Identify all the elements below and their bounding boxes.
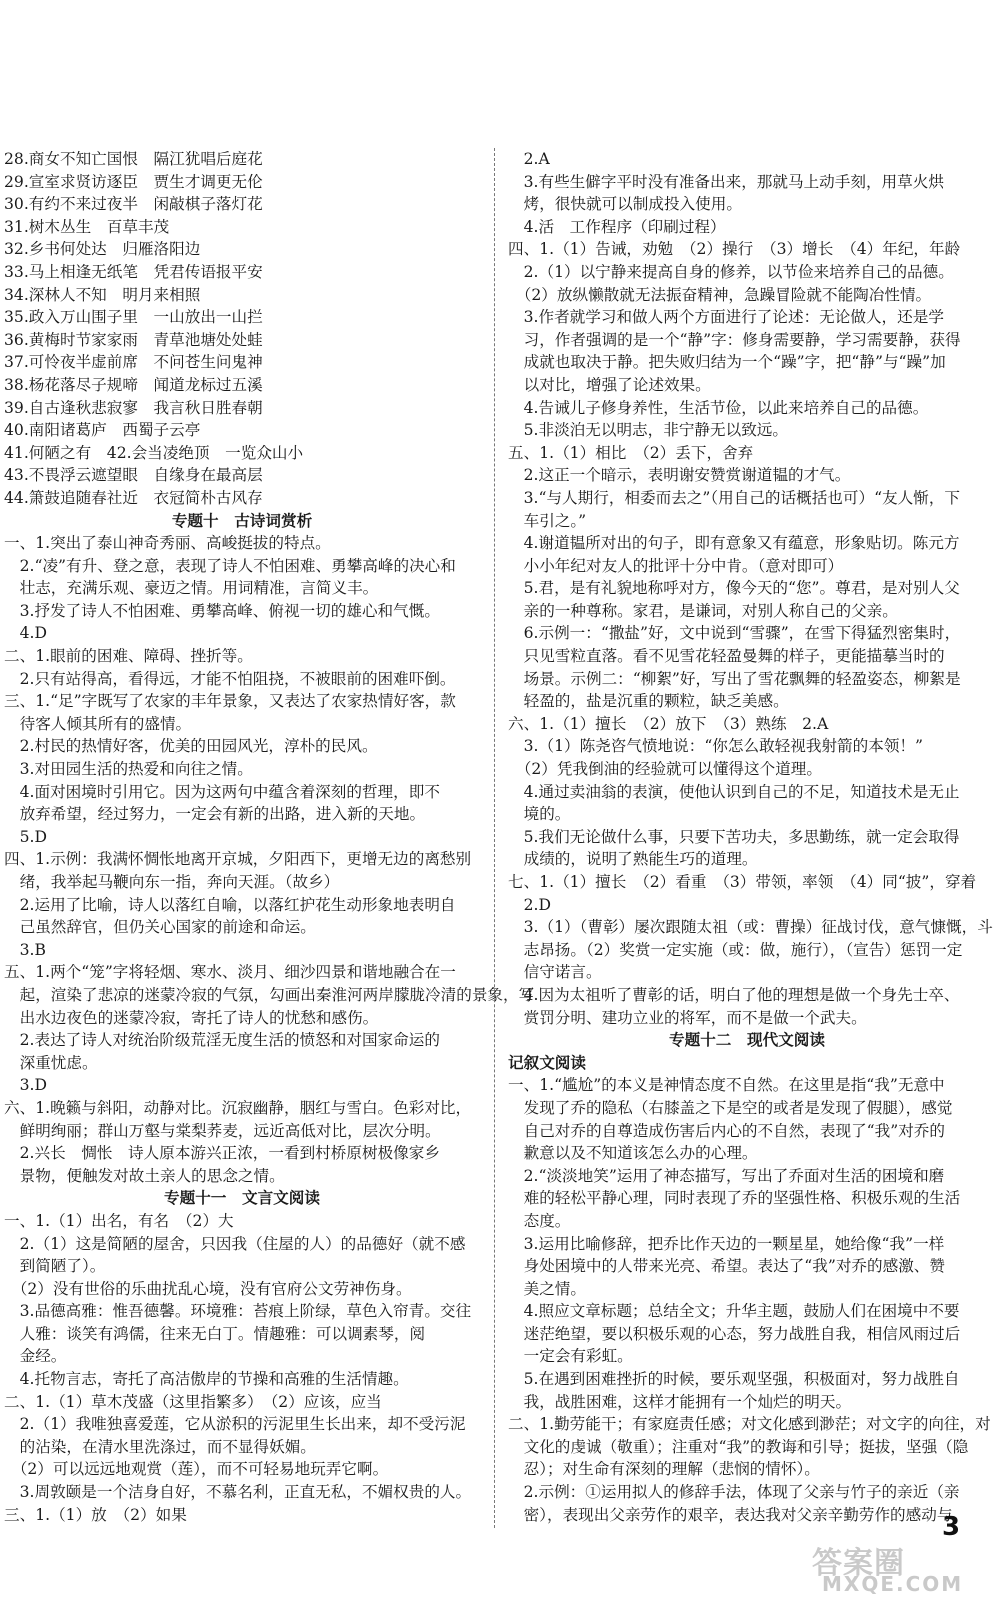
answer-line: （2）可以远远地观赏（莲），而不可轻易地玩弄它啊。 bbox=[4, 1460, 389, 1479]
answer-line: 车引之。” bbox=[508, 511, 587, 530]
answer-line: 4.活 工作程序（印刷过程） bbox=[508, 217, 726, 236]
answer-line: 2.（1）我唯独喜爱莲，它从淤积的污泥里生长出来，却不受污泥 bbox=[4, 1415, 466, 1434]
answer-line: 绪，我举起马鞭向东一指，奔向天涯。（故乡） bbox=[4, 873, 340, 891]
answer-line: 4.通过卖油翁的表演，使他认识到自己的不足，知道技术是无止 bbox=[508, 782, 960, 801]
answer-line: 32.乡书何处达 归雁洛阳边 bbox=[4, 240, 201, 259]
section-heading: 专题十 古诗词赏析 bbox=[171, 511, 313, 530]
answer-line: 3.对田园生活的热爱和向往之情。 bbox=[4, 760, 253, 779]
answer-line: 41.何陋之有 42.会当凌绝顶 一览众山小 bbox=[4, 443, 304, 462]
answer-line: （2）凭我倒油的经验就可以懂得这个道理。 bbox=[508, 760, 822, 779]
answer-line: 30.有约不来过夜半 闲敲棋子落灯花 bbox=[4, 195, 263, 214]
answer-line: 2.运用了比喻，诗人以落红自喻，以落红护花生动形象地表明自 bbox=[4, 895, 456, 914]
answer-line: 三、1.（1）放 （2）如果 bbox=[4, 1505, 187, 1524]
answer-line: 四、1.（1）告诫，劝勉 （2）操行 （3）增长 （4）年纪，年龄 bbox=[508, 240, 961, 259]
answer-line: 以对比，增强了论述效果。 bbox=[508, 375, 711, 394]
answer-line: 一定会有彩虹。 bbox=[508, 1347, 633, 1366]
answer-line: 自己对乔的自尊造成伤害后内心的不自然，表现了“我”对乔的 bbox=[508, 1121, 945, 1140]
answer-line: 鲜明绚丽；群山万壑与棠梨荞麦，远近高低对比，层次分明。 bbox=[4, 1121, 441, 1140]
answer-line: 2.A bbox=[508, 150, 550, 168]
answer-line: 3.D bbox=[4, 1076, 47, 1095]
answer-line: 己虽然辞官，但仍关心国家的前途和命运。 bbox=[4, 918, 316, 937]
right-column bbox=[508, 148, 993, 1526]
section-heading: 专题十一 文言文阅读 bbox=[164, 1189, 320, 1208]
answer-line: 5.我们无论做什么事，只要下苦功夫，多思勤练，就一定会取得 bbox=[508, 827, 960, 846]
answer-line: 2.D bbox=[508, 895, 551, 914]
answer-line: 三、1.“足”字既写了农家的丰年景象，又表达了农家热情好客，款 bbox=[4, 692, 456, 711]
answer-line: 待客人倾其所有的盛情。 bbox=[4, 714, 192, 733]
answer-line: 发现了乔的隐私（右膝盖之下是空的或者是发现了假腿），感觉 bbox=[508, 1098, 953, 1117]
answer-line: 文化的虔诚（敬重）；注重对“我”的教诲和引导；挺拔，坚强（隐 bbox=[508, 1437, 969, 1456]
answer-line: 深重忧虑。 bbox=[4, 1053, 98, 1072]
answer-line: 3.抒发了诗人不怕困难、勇攀高峰、俯视一切的雄心和气慨。 bbox=[4, 601, 440, 620]
answer-line: 一、1.“尴尬”的本义是神情态度不自然。在这里是指“我”无意中 bbox=[508, 1076, 945, 1095]
answer-line: 3.有些生僻字平时没有准备出来，那就马上动手刻，用草火烘 bbox=[508, 172, 944, 191]
answer-line: 2.表达了诗人对统治阶级荒淫无度生活的愤怒和对国家命运的 bbox=[4, 1031, 440, 1050]
answer-line: 40.南阳诸葛庐 西蜀子云亭 bbox=[4, 421, 201, 440]
answer-line: （2）没有世俗的乐曲扰乱心境，没有官府公文劳神伤身。 bbox=[4, 1279, 412, 1298]
answer-line: 景物，便触发对故土亲人的思念之情。 bbox=[4, 1166, 285, 1185]
answer-line: 身处困境中的人带来光亮、希望。表达了“我”对乔的感激、赞 bbox=[508, 1257, 945, 1276]
answer-line: 成绩的，说明了熟能生巧的道理。 bbox=[508, 850, 758, 869]
answer-line: 习，作者强调的是一个“静”字：修身需要静，学习需要静，获得 bbox=[508, 330, 961, 349]
answer-line: 二、1.（1）草木茂盛（这里指繁多） （2）应该，应当 bbox=[4, 1392, 382, 1411]
answer-line: 人雅：谈笑有鸿儒，往来无白丁。情趣雅：可以调素琴，阅 bbox=[4, 1324, 426, 1343]
answer-line: 29.宣室求贤访逐臣 贾生才调更无伦 bbox=[4, 172, 263, 191]
answer-line: 5.在遇到困难挫折的时候，要乐观坚强，积极面对，努力战胜自 bbox=[508, 1370, 960, 1389]
answer-line: 一、1.突出了泰山神奇秀丽、高峻挺拔的特点。 bbox=[4, 534, 331, 553]
answer-line: 37.可怜夜半虚前席 不问苍生问鬼神 bbox=[4, 353, 263, 372]
answer-line: 3.周敦颐是一个洁身自好，不慕名利，正直无私，不媚权贵的人。 bbox=[4, 1483, 472, 1502]
answer-line: 3.“与人期行，相委而去之”（用自己的话概括也可）“友人惭，下 bbox=[508, 488, 961, 507]
answer-line: 39.自古逢秋悲寂寥 我言秋日胜春朝 bbox=[4, 398, 263, 417]
answer-line: 3.B bbox=[4, 940, 46, 959]
answer-line: 金经。 bbox=[4, 1347, 67, 1366]
answer-line: 小小年纪对友人的批评十分中肯。（意对即可） bbox=[508, 556, 844, 575]
answer-line: 43.不畏浮云遮望眼 自缘身在最高层 bbox=[4, 466, 263, 485]
answer-line: 2.“凌”有升、登之意，表现了诗人不怕困难、勇攀高峰的决心和 bbox=[4, 556, 456, 575]
answer-line: 4.D bbox=[4, 624, 47, 643]
answer-line: 2.（1）这是简陋的屋舍，只因我（住屋的人）的品德好（就不感 bbox=[4, 1234, 466, 1253]
answer-line: 五、1.（1）相比 （2）丢下，舍弃 bbox=[508, 443, 754, 462]
answer-line: 志昂扬。（2）奖赏一定实施（或：做，施行），（宣告）惩罚一定 bbox=[508, 940, 963, 959]
answer-line: 36.黄梅时节家家雨 青草池塘处处蛙 bbox=[4, 330, 263, 349]
watermark-url: MXQE.COM bbox=[822, 1572, 964, 1596]
answer-line: 一、1.（1）出名，有名 （2）大 bbox=[4, 1211, 234, 1230]
answer-line: 3.作者就学习和做人两个方面进行了论述：无论做人，还是学 bbox=[508, 308, 944, 327]
answer-line: 起，渲染了悲凉的迷蒙冷寂的气氛，勾画出秦淮河两岸朦胧冷清的景象，写 bbox=[4, 985, 535, 1004]
answer-line: 只见雪粒直落。看不见雪花轻盈曼舞的样子，更能描摹当时的 bbox=[508, 647, 945, 666]
section-heading: 专题十二 现代文阅读 bbox=[669, 1031, 825, 1050]
answer-line: 6.示例一：“撒盐”好，文中说到“雪骤”，在雪下得猛烈密集时， bbox=[508, 624, 961, 643]
answer-line: 5.D bbox=[4, 827, 47, 846]
answer-line: 2.示例：①运用拟人的修辞手法，体现了父亲与竹子的亲近（亲 bbox=[508, 1483, 960, 1502]
answer-line: 四、1.示例：我满怀惆怅地离开京城，夕阳西下，更增无边的离愁别 bbox=[4, 850, 472, 869]
answer-line: 44.箫鼓追随春社近 衣冠简朴古风存 bbox=[4, 488, 263, 507]
answer-line: 3.品德高雅：惟吾德馨。环境雅：苔痕上阶绿，草色入帘青。交往 bbox=[4, 1302, 472, 1321]
answer-line: 5.非淡泊无以明志，非宁静无以致远。 bbox=[508, 421, 788, 440]
answer-line: 3.（1）（曹彰）屡次跟随太祖（或：曹操）征战讨伐，意气慷慨，斗 bbox=[508, 918, 993, 937]
answer-line: （2）放纵懒散就无法振奋精神，急躁冒险就不能陶冶性情。 bbox=[508, 285, 932, 304]
answer-line: 4.因为太祖听了曹彰的话，明白了他的理想是做一个身先士卒、 bbox=[508, 985, 960, 1004]
answer-line: 3.运用比喻修辞，把乔比作天边的一颗星星，她给像“我”一样 bbox=[508, 1234, 945, 1253]
answer-line: 5.君，是有礼貌地称呼对方，像今天的“您”。尊君，是对别人父 bbox=[508, 579, 960, 598]
answer-line: 2.（1）以宁静来提高自身的修养，以节俭来培养自己的品德。 bbox=[508, 262, 954, 281]
answer-line: 3.（1）陈尧咨气愤地说：“你怎么敢轻视我射箭的本领！” bbox=[508, 737, 923, 756]
answer-line: 亲的一种尊称。家君，是谦词，对别人称自己的父亲。 bbox=[508, 601, 898, 620]
answer-line: 34.深林人不知 明月来相照 bbox=[4, 285, 201, 304]
answer-line: 我，战胜困难，这样才能拥有一个灿烂的明天。 bbox=[508, 1392, 852, 1411]
answer-line: 28.商女不知亡国恨 隔江犹唱后庭花 bbox=[4, 150, 263, 168]
answer-line: 4.面对困境时引用它。因为这两句中蕴含着深刻的哲理，即不 bbox=[4, 782, 440, 801]
answer-line: 出水边夜色的迷蒙冷寂，寄托了诗人的忧愁和感伤。 bbox=[4, 1008, 379, 1027]
answer-line: 成就也取决于静。把失败归结为一个“躁”字，把“静”与“躁”加 bbox=[508, 353, 946, 372]
answer-line: 2.兴长 惆怅 诗人原本游兴正浓，一看到村桥原树极像家乡 bbox=[4, 1144, 440, 1163]
answer-line: 信守诺言。 bbox=[508, 963, 602, 982]
answer-line: 五、1.两个“笼”字将轻烟、寒水、淡月、细沙四景和谐地融合在一 bbox=[4, 963, 456, 982]
answer-line: 六、1.（1）擅长 （2）放下 （3）熟练 2.A bbox=[508, 714, 829, 733]
answer-line: 33.马上相逢无纸笔 凭君传语报平安 bbox=[4, 262, 263, 281]
answer-line: 二、1.眼前的困难、障碍、挫折等。 bbox=[4, 647, 253, 666]
answer-line: 迷茫绝望，要以积极乐观的心态，努力战胜自我，相信风雨过后 bbox=[508, 1324, 961, 1343]
answer-line: 4.照应文章标题；总结全文；升华主题，鼓励人们在困境中不要 bbox=[508, 1302, 960, 1321]
answer-line: 态度。 bbox=[508, 1211, 571, 1230]
column-divider bbox=[494, 148, 495, 1528]
answer-line: 2.这正一个暗示，表明谢安赞赏谢道韫的才气。 bbox=[508, 466, 851, 485]
answer-line: 31.树木丛生 百草丰茂 bbox=[4, 217, 170, 236]
subsection-heading: 记叙文阅读 bbox=[508, 1053, 586, 1072]
answer-line: 轻盈的，盐是沉重的颗粒，缺乏美感。 bbox=[508, 692, 789, 711]
watermark-logo bbox=[812, 1538, 986, 1596]
answer-line: 忍）；对生命有深刻的理解（悲悯的情怀）。 bbox=[508, 1460, 820, 1479]
answer-line: 二、1.勤劳能干；有家庭责任感；对文化感到渺茫；对文字的向往，对 bbox=[508, 1415, 991, 1434]
answer-line: 烤，很快就可以制成投入使用。 bbox=[508, 195, 742, 214]
answer-line: 赏罚分明、建功立业的将军，而不是做一个武夫。 bbox=[508, 1008, 867, 1027]
answer-line: 密），表现出父亲劳作的艰辛，表达我对父亲辛勤劳作的感动与 bbox=[508, 1505, 953, 1524]
answer-line: 38.杨花落尽子规啼 闻道龙标过五溪 bbox=[4, 375, 263, 394]
answer-line: 35.政入万山围子里 一山放出一山拦 bbox=[4, 308, 263, 327]
answer-line: 4.托物言志，寄托了高洁傲岸的节操和高雅的生活情趣。 bbox=[4, 1370, 409, 1389]
answer-line: 壮志，充满乐观、豪迈之情。用词精准，言简义丰。 bbox=[4, 579, 379, 598]
watermark-text: 答案圈 bbox=[812, 1546, 905, 1581]
answer-line: 的沾染，在清水里洗涤过，而不显得妖媚。 bbox=[4, 1437, 316, 1456]
answer-line: 场景。示例二：“柳絮”好，写出了雪花飘舞的轻盈姿态，柳絮是 bbox=[508, 669, 961, 688]
answer-line: 美之情。 bbox=[508, 1279, 586, 1298]
answer-line: 4.告诫儿子修身养性，生活节俭，以此来培养自己的品德。 bbox=[508, 398, 929, 417]
answer-line: 境的。 bbox=[508, 805, 571, 824]
answer-line: 2.“淡淡地笑”运用了神态描写，写出了乔面对生活的困境和磨 bbox=[508, 1166, 945, 1185]
answer-line: 放弃希望，经过努力，一定会有新的出路，进入新的天地。 bbox=[4, 805, 426, 824]
answer-line: 歉意以及不知道该怎么办的心理。 bbox=[508, 1144, 758, 1163]
page-number: 3 bbox=[942, 1512, 961, 1542]
answer-line: 2.只有站得高，看得远，才能不怕阻挠，不被眼前的困难吓倒。 bbox=[4, 669, 456, 688]
answer-line: 4.谢道韫所对出的句子，即有意象又有蕴意，形象贴切。陈元方 bbox=[508, 534, 960, 553]
answer-line: 六、1.晚籁与斜阳，动静对比。沉寂幽静，胭红与雪白。色彩对比， bbox=[4, 1098, 472, 1117]
answer-line: 2.村民的热情好客，优美的田园风光，淳朴的民风。 bbox=[4, 737, 378, 756]
answer-line: 七、1.（1）擅长 （2）看重 （3）带领，率领 （4）同“披”，穿着 bbox=[508, 873, 977, 891]
answer-line: 难的轻松平静心理，同时表现了乔的坚强性格、积极乐观的生活 bbox=[508, 1189, 961, 1208]
answer-line: 到简陋了）。 bbox=[4, 1257, 106, 1276]
